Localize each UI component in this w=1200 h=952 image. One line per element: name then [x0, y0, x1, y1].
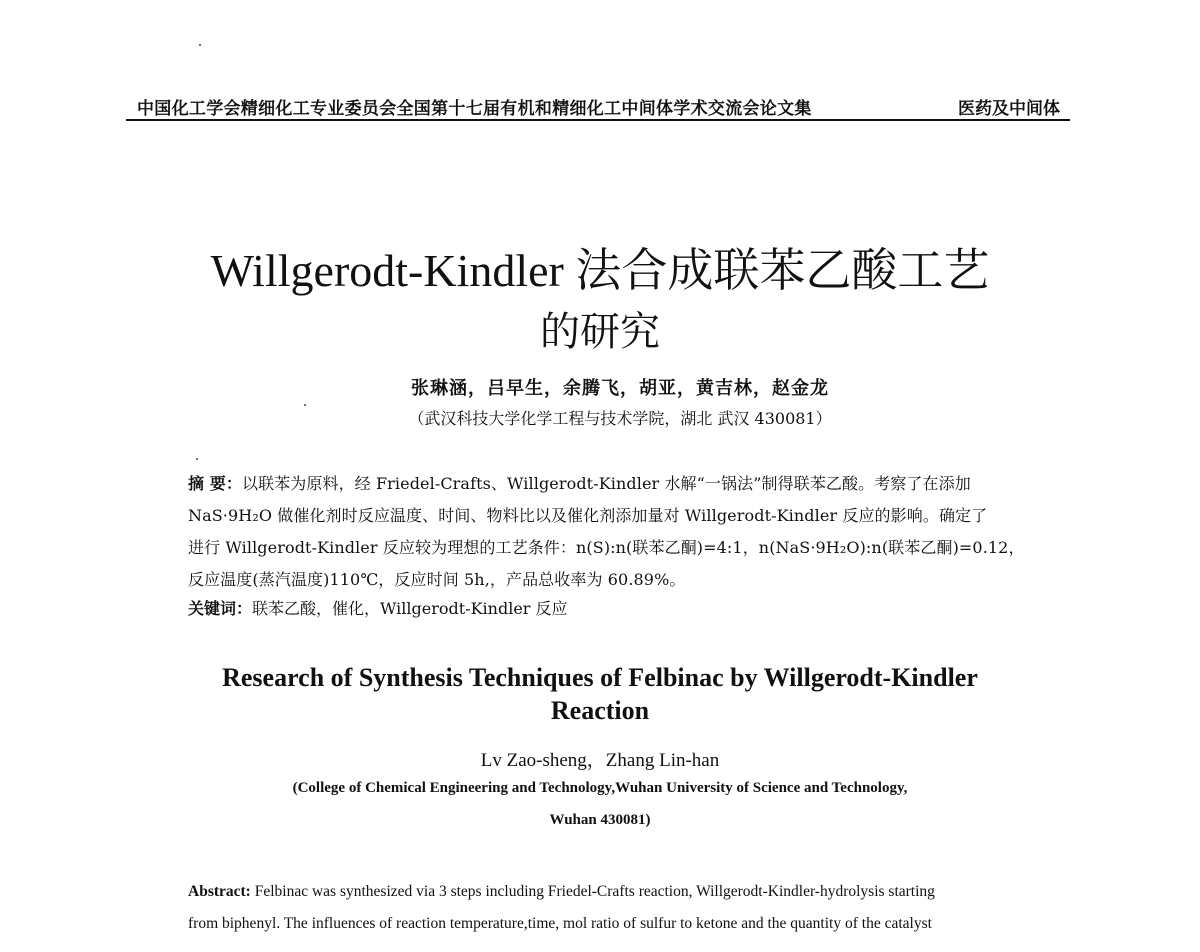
abstract-en-line-1: Abstract: Felbinac was synthesized via 3 steps including Friedel-Crafts reaction, Willgerodt-Kindler-hydrolysis starting	[188, 883, 935, 900]
abstract-en	[188, 876, 1028, 940]
keywords-cn	[188, 596, 568, 619]
header-rule	[126, 119, 1070, 121]
abstract-cn-line-2: NaS·9H₂O 做催化剂时反应温度、时间、物料比以及催化剂添加量对 Willgerodt-Kindler 反应的影响。确定了	[188, 506, 988, 525]
abstract-cn	[188, 468, 1028, 596]
scan-speck	[199, 44, 201, 46]
authors-en: Lv Zao-sheng，Zhang Lin-han	[480, 750, 720, 771]
scan-speck	[196, 458, 198, 460]
english-title-line-2: Reaction	[550, 696, 650, 725]
affiliation-cn: （武汉科技大学化学工程与技术学院，湖北 武汉 430081）	[408, 409, 832, 428]
abstract-cn-line-3: 进行 Willgerodt-Kindler 反应较为理想的工艺条件：n(S):n(联苯乙酮)=4:1，n(NaS·9H₂O):n(联苯乙酮)=0.12，	[188, 538, 1025, 557]
abstract-en-line-2: from biphenyl. The influences of reaction temperature,time, mol ratio of sulfur to ketone and the quantity of the catalyst	[188, 915, 932, 932]
authors-cn: 张琳涵，吕早生，余腾飞，胡亚，黄吉林，赵金龙	[411, 378, 829, 399]
abstract-cn-line-4: 反应温度(蒸汽温度)110℃，反应时间 5h,，产品总收率为 60.89%。	[188, 570, 686, 589]
affiliation-en-line-1: (College of Chemical Engineering and Technology,Wuhan University of Science and Technology,	[292, 780, 908, 796]
keywords-cn-label: 关键词：	[188, 599, 253, 618]
keywords-cn-text: 联苯乙酸，催化，Willgerodt-Kindler 反应	[252, 599, 568, 618]
running-header-conference: 中国化工学会精细化工专业委员会全国第十七届有机和精细化工中间体学术交流会论文集	[137, 99, 812, 119]
abstract-cn-label: 摘 要：	[188, 474, 242, 493]
abstract-en-label: Abstract:	[188, 883, 251, 900]
abstract-cn-line-1: 摘 要：以联苯为原料，经 Friedel-Crafts、Willgerodt-Kindler 水解“一锅法”制得联苯乙酸。考察了在添加	[188, 474, 971, 493]
running-header-section: 医药及中间体	[958, 99, 1060, 119]
paper-title-line-2: 的研究	[540, 309, 660, 355]
affiliation-en-line-2: Wuhan 430081)	[549, 812, 651, 828]
paper-title-line-1: Willgerodt-Kindler 法合成联苯乙酸工艺	[210, 245, 990, 296]
english-title-line-1: Research of Synthesis Techniques of Felbinac by Willgerodt-Kindler	[222, 663, 978, 692]
